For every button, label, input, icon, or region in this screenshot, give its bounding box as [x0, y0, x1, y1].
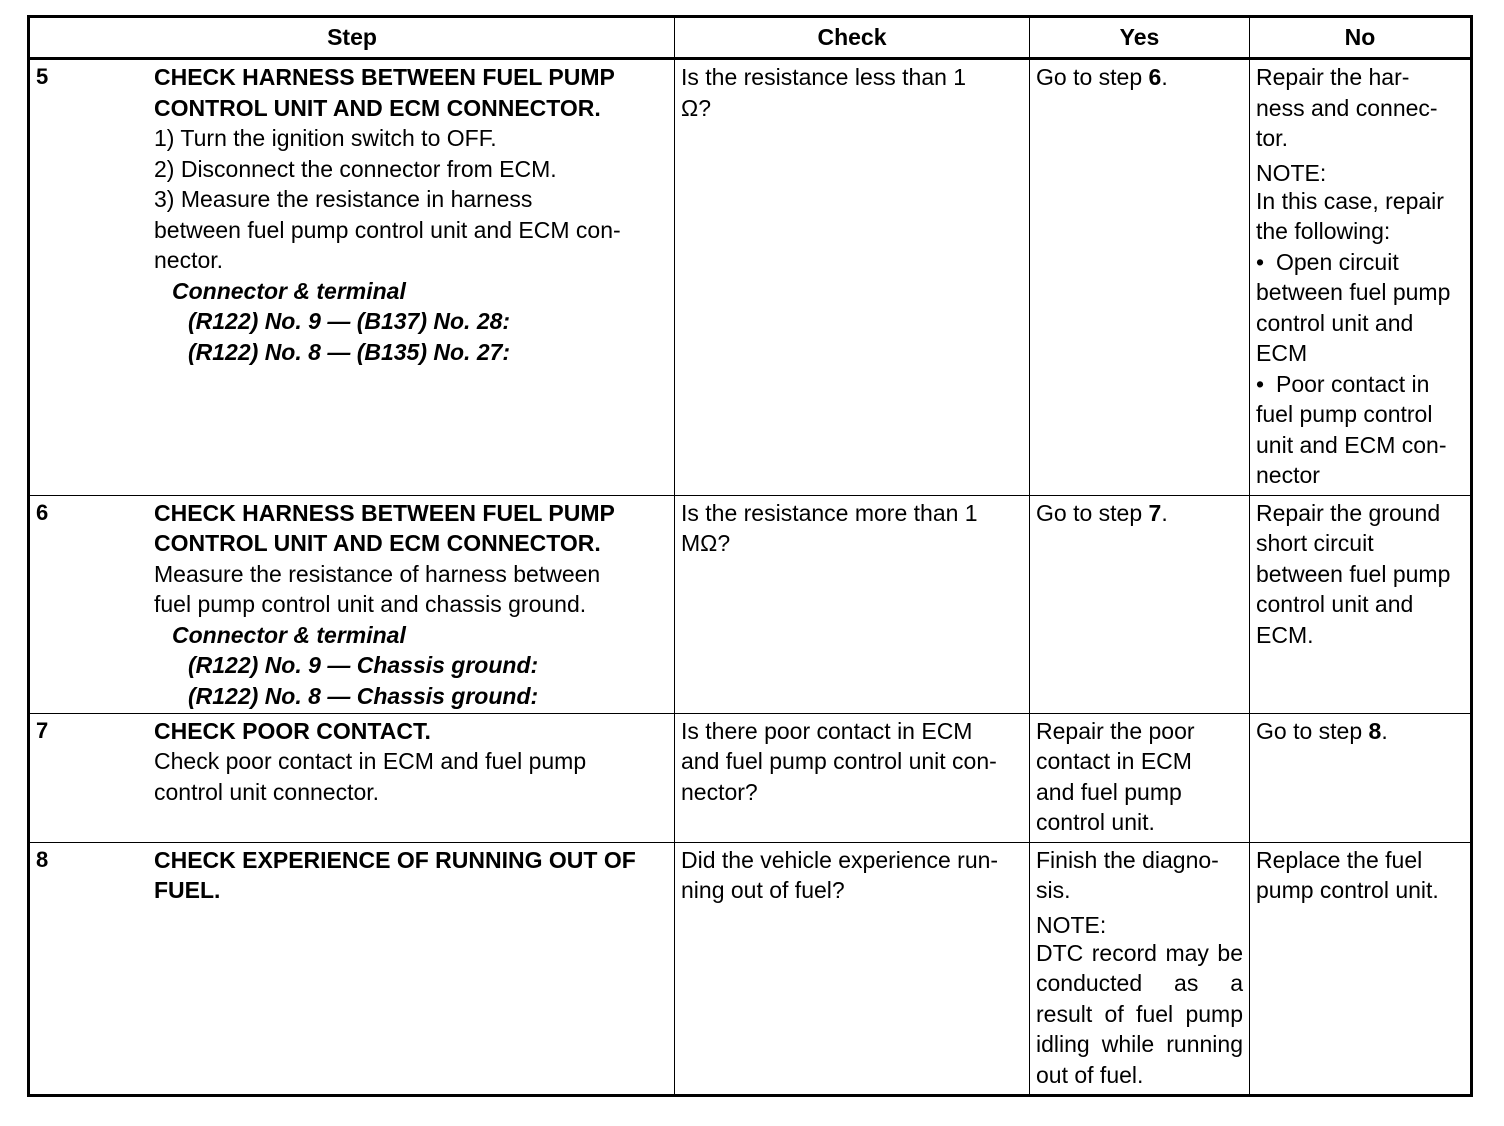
- no-text: Repair the har-: [1256, 64, 1410, 90]
- step-number: 5: [36, 64, 49, 89]
- step-instruction: nector.: [154, 247, 224, 273]
- check-text: Is there poor contact in ECM: [681, 717, 973, 744]
- check-text: Is the resistance more than 1: [681, 499, 978, 526]
- yes-text: sis.: [1036, 877, 1071, 903]
- step-title-line: CONTROL UNIT AND ECM CONNECTOR.: [154, 94, 601, 121]
- yes-text: and fuel pump: [1036, 778, 1182, 805]
- connector-terminal: (R122) No. 9 — Chassis ground:: [188, 652, 539, 678]
- check-cell: [675, 495, 1030, 713]
- step-cell: [29, 842, 675, 1096]
- step-title-line: CONTROL UNIT AND ECM CONNECTOR.: [154, 530, 601, 556]
- note-text: DTC record may be conducted as a result of fuel pump idling while running out of fuel.: [1036, 939, 1243, 1088]
- table-row: [29, 59, 1472, 496]
- step-title-line: CHECK HARNESS BETWEEN FUEL PUMP: [154, 499, 615, 526]
- no-cell: [1250, 713, 1472, 842]
- step-instruction: 1) Turn the ignition switch to OFF.: [154, 125, 497, 151]
- step-number: 8: [36, 846, 49, 872]
- step-instruction: 2) Disconnect the connector from ECM.: [154, 155, 557, 182]
- step-instruction: Check poor contact in ECM and fuel pump: [154, 748, 587, 774]
- step-cell: [29, 495, 675, 713]
- step-title-line: CHECK POOR CONTACT.: [154, 717, 431, 744]
- no-text: control unit and: [1256, 591, 1414, 617]
- no-text: Go to step 8.: [1256, 717, 1388, 744]
- connector-terminal: (R122) No. 9 — (B137) No. 28:: [188, 308, 511, 334]
- bullet-text: nector: [1256, 462, 1320, 488]
- header-step: Step: [29, 17, 675, 59]
- header-check: Check: [675, 17, 1030, 59]
- connector-label: Connector & terminal: [172, 621, 406, 648]
- yes-text: Go to step 7.: [1036, 499, 1168, 526]
- step-instruction: 3) Measure the resistance in harness: [154, 186, 533, 212]
- note-label: NOTE:: [1036, 911, 1107, 938]
- table-row: [29, 842, 1472, 1096]
- check-text: MΩ?: [681, 530, 731, 556]
- yes-cell: [1030, 59, 1250, 496]
- step-instruction: between fuel pump control unit and ECM con-: [154, 216, 621, 243]
- no-text: ECM.: [1256, 621, 1314, 648]
- header-row: [29, 17, 1472, 59]
- yes-text: Finish the diagno-: [1036, 846, 1219, 873]
- step-link: 7: [1148, 499, 1162, 526]
- table-row: [29, 713, 1472, 842]
- no-text: pump control unit.: [1256, 877, 1439, 903]
- no-text: Replace the fuel: [1256, 846, 1423, 873]
- step-link: 6: [1148, 64, 1162, 90]
- bullet-text: between fuel pump: [1256, 279, 1451, 305]
- note-text: the following:: [1256, 218, 1391, 244]
- check-cell: [675, 842, 1030, 1096]
- step-cell: [29, 59, 675, 496]
- no-cell: [1250, 842, 1472, 1096]
- check-cell: [675, 713, 1030, 842]
- note-label: NOTE:: [1256, 159, 1327, 186]
- yes-cell: [1030, 713, 1250, 842]
- yes-cell: [1030, 495, 1250, 713]
- bullet-item: • Open circuit: [1256, 247, 1464, 278]
- step-number: 6: [36, 499, 49, 525]
- diagnostic-table: [27, 15, 1473, 1097]
- check-text: ning out of fuel?: [681, 877, 845, 903]
- bullet-text: control unit and: [1256, 309, 1414, 336]
- yes-text: Repair the poor: [1036, 717, 1195, 744]
- check-text: and fuel pump control unit con-: [681, 748, 997, 774]
- no-cell: [1250, 59, 1472, 496]
- step-title-line: CHECK HARNESS BETWEEN FUEL PUMP: [154, 64, 615, 90]
- note-text: In this case, repair: [1256, 187, 1444, 214]
- check-text: Ω?: [681, 94, 711, 121]
- header-yes: Yes: [1030, 17, 1250, 59]
- no-text: Repair the ground: [1256, 499, 1441, 526]
- yes-text: contact in ECM: [1036, 748, 1192, 774]
- step-number: 7: [36, 717, 49, 743]
- bullet-text: ECM: [1256, 340, 1308, 366]
- step-link: 8: [1368, 717, 1382, 744]
- bullet-text: fuel pump control: [1256, 401, 1433, 427]
- no-cell: [1250, 495, 1472, 713]
- yes-text: control unit.: [1036, 809, 1155, 835]
- check-text: Did the vehicle experience run-: [681, 846, 999, 873]
- check-cell: [675, 59, 1030, 496]
- table-row: [29, 495, 1472, 713]
- no-text: ness and connec-: [1256, 94, 1438, 121]
- bullet-text: unit and ECM con-: [1256, 431, 1447, 458]
- bullet-item: • Poor contact in: [1256, 369, 1464, 400]
- step-instruction: control unit connector.: [154, 778, 380, 805]
- step-cell: [29, 713, 675, 842]
- connector-label: Connector & terminal: [172, 277, 406, 304]
- connector-terminal: (R122) No. 8 — (B135) No. 27:: [188, 338, 511, 365]
- check-text: nector?: [681, 778, 758, 805]
- yes-text: Go to step 6.: [1036, 64, 1168, 90]
- no-text: tor.: [1256, 125, 1288, 151]
- yes-cell: [1030, 842, 1250, 1096]
- no-text: between fuel pump: [1256, 560, 1451, 587]
- check-text: Is the resistance less than 1: [681, 64, 967, 90]
- step-instruction: fuel pump control unit and chassis ground.: [154, 591, 587, 617]
- step-title-line: CHECK EXPERIENCE OF RUNNING OUT OF: [154, 846, 636, 873]
- step-instruction: Measure the resistance of harness between: [154, 560, 601, 587]
- connector-terminal: (R122) No. 8 — Chassis ground:: [188, 682, 539, 709]
- no-text: short circuit: [1256, 530, 1374, 556]
- header-no: No: [1250, 17, 1472, 59]
- step-title-line: FUEL.: [154, 877, 221, 903]
